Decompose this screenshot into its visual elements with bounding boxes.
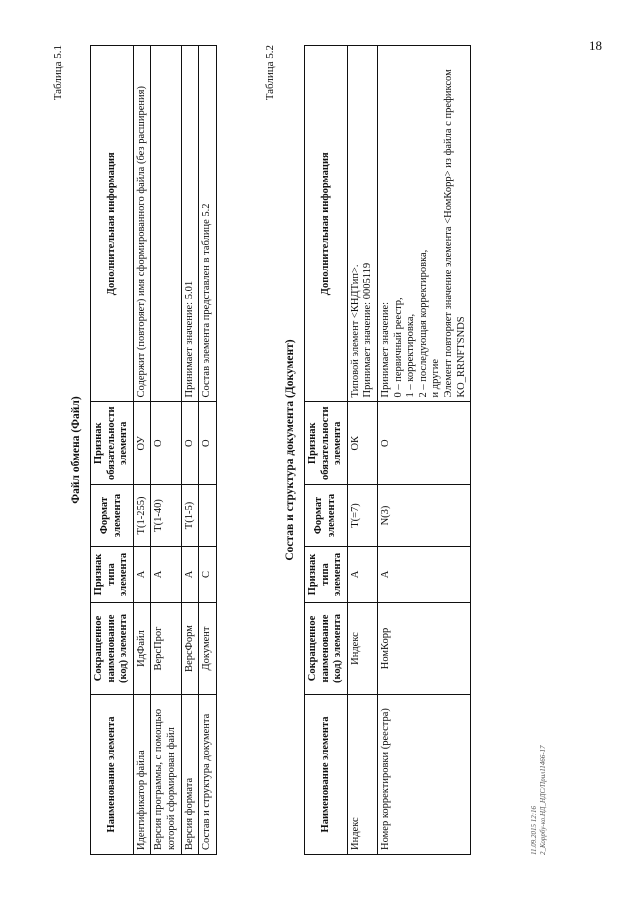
table-row	[377, 46, 470, 855]
cell-required: О	[151, 402, 181, 485]
cell-format: T(1-40)	[151, 485, 181, 547]
header-required: Признак обязательности элемента	[91, 402, 134, 485]
header-format: Формат элемента	[305, 485, 348, 547]
cell-required: ОК	[347, 402, 377, 485]
cell-code: Индекс	[347, 603, 377, 695]
header-type: Признак типа элемента	[305, 547, 348, 603]
table-header-row	[91, 46, 134, 855]
header-name: Наименование элемента	[91, 695, 134, 855]
cell-type: A	[133, 547, 151, 603]
table-5-1-title: Файл обмена (Файл)	[70, 396, 82, 504]
cell-format	[199, 485, 217, 547]
rotated-page-content	[50, 45, 590, 855]
table-row	[133, 46, 151, 855]
cell-name: Идентификатор файла	[133, 695, 151, 855]
cell-name: Состав и структура документа	[199, 695, 217, 855]
header-required: Признак обязательности элемента	[305, 402, 348, 485]
header-name: Наименование элемента	[305, 695, 348, 855]
header-info: Дополнительная информация	[91, 46, 134, 402]
table-row	[151, 46, 181, 855]
page-number: 18	[589, 38, 602, 53]
table-row	[199, 46, 217, 855]
header-type: Признак типа элемента	[91, 547, 134, 603]
footer-line-2: 2_Коррбу-ко.НД_НДС/Прил11466-17	[539, 745, 548, 855]
cell-name: Индекс	[347, 695, 377, 855]
cell-required: О	[377, 402, 470, 485]
header-info: Дополнительная информация	[305, 46, 348, 402]
cell-format: T(1-5)	[181, 485, 199, 547]
cell-format: T(=7)	[347, 485, 377, 547]
cell-type: С	[199, 547, 217, 603]
cell-info: Состав элемента представлен в таблице 5.2	[199, 46, 217, 402]
cell-name: Номер корректировки (реестра)	[377, 695, 470, 855]
cell-type: A	[377, 547, 470, 603]
header-code: Сокращенное наименование (код) элемента	[91, 603, 134, 695]
cell-code: Документ	[199, 603, 217, 695]
cell-code: ИдФайл	[133, 603, 151, 695]
footer-stamp	[530, 745, 548, 855]
cell-info: Типовой элемент <КНДТип>. Принимает значение: 0005119	[347, 46, 377, 402]
table-5-2-title: Состав и структура документа (Документ)	[284, 339, 296, 561]
cell-info: Принимает значение: 0 – первичный реестр, 1 – корректировка, 2 – последующая корректировка, и другие Элемент повторяет значение элемента <НомКорр> из файла с префиксом KO_RRNFTSNDS	[377, 46, 470, 402]
cell-required: О	[199, 402, 217, 485]
cell-type: A	[347, 547, 377, 603]
cell-info	[151, 46, 181, 402]
cell-code: ВерсПрог	[151, 603, 181, 695]
cell-format: T(1-255)	[133, 485, 151, 547]
table-5-2	[304, 45, 471, 855]
cell-info: Содержит (повторяет) имя сформированного файла (без расширения)	[133, 46, 151, 402]
cell-name: Версия формата	[181, 695, 199, 855]
table-5-1	[90, 45, 217, 855]
cell-required: О	[181, 402, 199, 485]
cell-name: Версия программы, с помощью которой сформирован файл	[151, 695, 181, 855]
table-header-row	[305, 46, 348, 855]
cell-type: A	[151, 547, 181, 603]
cell-code: НомКорр	[377, 603, 470, 695]
table-5-2-label: Таблица 5.2	[264, 45, 276, 101]
table-row	[347, 46, 377, 855]
footer-line-1: 11.09.2015 12:16	[530, 805, 538, 855]
table-5-1-label: Таблица 5.1	[52, 45, 64, 101]
cell-format: N(3)	[377, 485, 470, 547]
table-row	[181, 46, 199, 855]
cell-required: ОУ	[133, 402, 151, 485]
header-code: Сокращенное наименование (код) элемента	[305, 603, 348, 695]
cell-info: Принимает значение: 5.01	[181, 46, 199, 402]
cell-code: ВерсФорм	[181, 603, 199, 695]
cell-type: A	[181, 547, 199, 603]
header-format: Формат элемента	[91, 485, 134, 547]
